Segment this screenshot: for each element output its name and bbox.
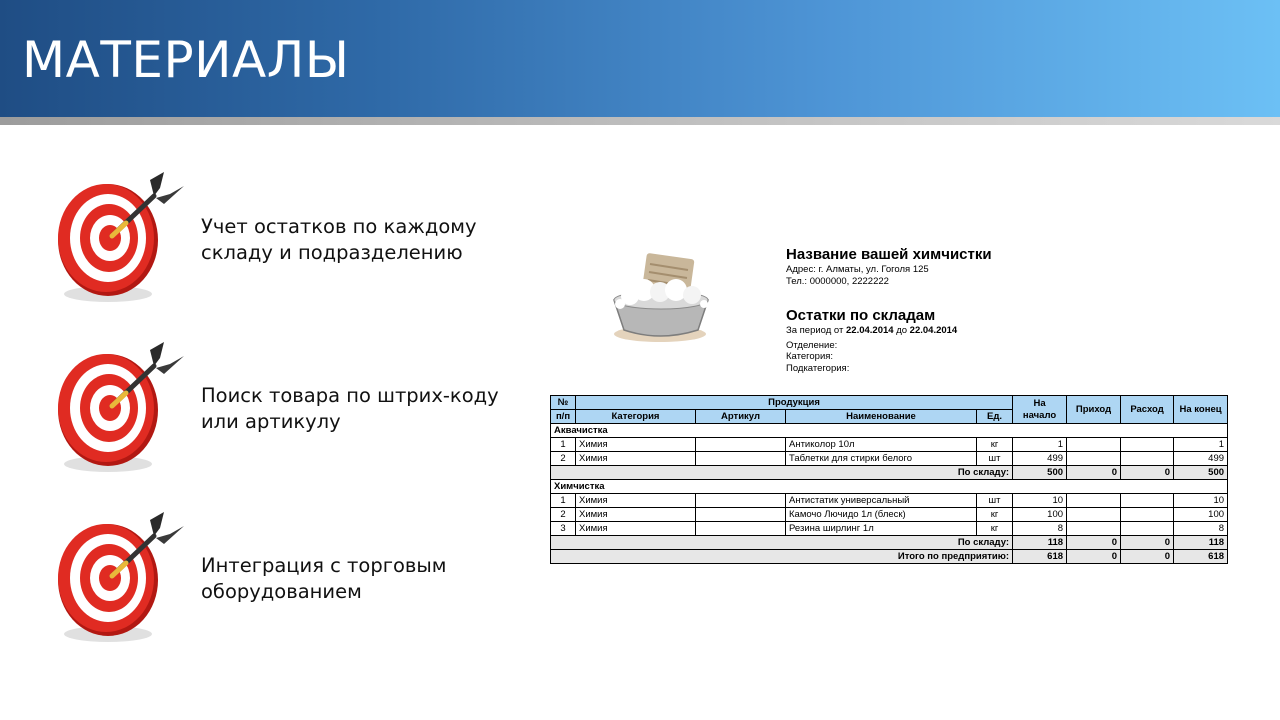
table-row [551,452,1228,466]
cell-name: Антиколор 10л [786,438,977,452]
subtotal-expense: 0 [1121,536,1174,550]
subtotal-expense: 0 [1121,466,1174,480]
dart-target-icon [50,336,190,476]
grand-total-expense: 0 [1121,550,1174,564]
bullet-item [50,166,510,306]
cell-income [1067,438,1121,452]
cell-category: Химия [576,508,696,522]
subtotal-row [551,536,1228,550]
cell-unit: кг [977,438,1013,452]
cell-category: Химия [576,522,696,536]
laundry-basin-illustration [600,250,718,346]
bullet-text: Поиск товара по штрих-коду или артикулу [201,384,499,433]
cell-income [1067,522,1121,536]
grand-total-label: Итого по предприятию: [551,550,1013,564]
cell-expense [1121,494,1174,508]
col-header-end: На конец [1174,396,1228,424]
cell-no: 1 [551,438,576,452]
table-row [551,494,1228,508]
cell-unit: кг [977,522,1013,536]
cell-category: Химия [576,494,696,508]
group-row [551,480,1228,494]
stock-table [550,395,1228,564]
bullet-item [50,506,510,646]
grand-total-end: 618 [1174,550,1228,564]
cell-start: 1 [1013,438,1067,452]
cell-unit: шт [977,494,1013,508]
cell-expense [1121,452,1174,466]
subtotal-end: 118 [1174,536,1228,550]
cell-article [696,452,786,466]
table-row [551,522,1228,536]
col-header-category: Категория [576,410,696,424]
dart-target-icon [50,166,190,306]
cell-start: 499 [1013,452,1067,466]
category-label: Категория: [786,351,834,362]
cell-start: 8 [1013,522,1067,536]
cell-unit: шт [977,452,1013,466]
department-label: Отделение: [786,339,838,351]
group-name: Аквачистка [551,424,1228,438]
cell-income [1067,452,1121,466]
subtotal-end: 500 [1174,466,1228,480]
subtotal-label: По складу: [551,536,1013,550]
col-header-name: Наименование [786,410,977,424]
col-header-expense: Расход [1121,396,1174,424]
subtotal-row [551,466,1228,480]
cell-no: 1 [551,494,576,508]
dart-target-icon [50,506,190,646]
grand-total-income: 0 [1067,550,1121,564]
cell-end: 1 [1174,438,1228,452]
cell-end: 100 [1174,508,1228,522]
cell-income [1067,494,1121,508]
cell-end: 10 [1174,494,1228,508]
cell-name: Таблетки для стирки белого [786,452,977,466]
subcategory-label: Подкатегория: [786,362,850,374]
bullet-text: Учет остатков по каждому складу и подразделению [201,215,477,264]
cell-no: 2 [551,452,576,466]
company-phone: Тел.: 0000000, 2222222 [786,275,889,287]
subtotal-start: 118 [1013,536,1067,550]
company-name: Название вашей химчистки [786,246,992,263]
subtotal-income: 0 [1067,466,1121,480]
cell-expense [1121,438,1174,452]
company-address: Адрес: г. Алматы, ул. Гоголя 125 [786,264,929,275]
grand-total-row [551,550,1228,564]
cell-category: Химия [576,452,696,466]
table-row [551,508,1228,522]
subtotal-start: 500 [1013,466,1067,480]
cell-expense [1121,508,1174,522]
group-name: Химчистка [551,480,1228,494]
cell-no: 3 [551,522,576,536]
cell-article [696,522,786,536]
col-header-no-top: № [551,396,576,410]
bullet-item [50,336,510,476]
banner-divider [0,117,1280,125]
col-header-income: Приход [1067,396,1121,424]
cell-category: Химия [576,438,696,452]
cell-article [696,494,786,508]
bullet-text: Интеграция с торговым оборудованием [201,554,447,603]
report-header [786,246,1226,374]
subtotal-label: По складу: [551,466,1013,480]
stock-report [548,238,1238,578]
cell-start: 100 [1013,508,1067,522]
cell-start: 10 [1013,494,1067,508]
col-header-product: Продукция [576,396,1013,410]
col-header-start: На начало [1013,396,1067,424]
col-header-no: п/п [551,410,576,424]
col-header-unit: Ед. [977,410,1013,424]
grand-total-start: 618 [1013,550,1067,564]
cell-article [696,508,786,522]
cell-no: 2 [551,508,576,522]
cell-end: 8 [1174,522,1228,536]
report-period: За период от 22.04.2014 до 22.04.2014 [786,325,958,336]
cell-name: Камочо Лючидо 1л (блеск) [786,508,977,522]
cell-unit: кг [977,508,1013,522]
report-title: Остатки по складам [786,307,936,324]
cell-end: 499 [1174,452,1228,466]
cell-expense [1121,522,1174,536]
slide-title: МАТЕРИАЛЫ [22,31,350,89]
col-header-article: Артикул [696,410,786,424]
subtotal-income: 0 [1067,536,1121,550]
group-row [551,424,1228,438]
cell-article [696,438,786,452]
cell-income [1067,508,1121,522]
table-row [551,438,1228,452]
cell-name: Резина ширлинг 1л [786,522,977,536]
cell-name: Антистатик универсальный [786,494,977,508]
